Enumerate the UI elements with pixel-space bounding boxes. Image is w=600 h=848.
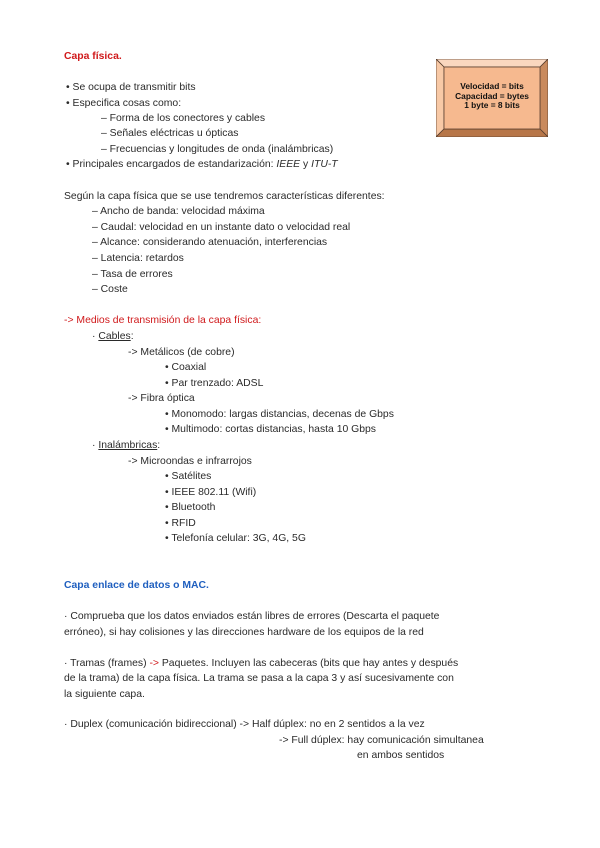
list-item: • Bluetooth xyxy=(165,502,216,513)
sub-item: – Señales eléctricas u ópticas xyxy=(101,128,239,139)
standards-ieee: IEEE xyxy=(276,159,301,170)
bullet-item: • Se ocupa de transmitir bits xyxy=(66,82,196,93)
list-item: • Telefonía celular: 3G, 4G, 5G xyxy=(165,533,306,544)
characteristic-item: – Coste xyxy=(92,284,128,295)
frames-arrow: -> xyxy=(149,658,159,669)
characteristic-item: – Alcance: considerando atenuación, interferencias xyxy=(92,237,328,248)
metal-heading: -> Metálicos (de cobre) xyxy=(128,347,235,358)
characteristic-item: – Ancho de banda: velocidad máxima xyxy=(92,206,265,217)
section-title-capa-fisica: Capa física. xyxy=(64,51,122,62)
units-line-capacity: Capacidad = bytes xyxy=(455,90,529,101)
list-item: • Par trenzado: ADSL xyxy=(165,378,264,389)
paragraph-line: de la trama) de la capa física. La trama se pasa a la capa 3 y así sucesivamente con xyxy=(64,673,454,684)
cables-bullet: · xyxy=(92,331,99,342)
list-item: • Coaxial xyxy=(165,362,207,373)
list-item: • Satélites xyxy=(165,471,212,482)
list-item: • IEEE 802.11 (Wifi) xyxy=(165,487,257,498)
fiber-heading: -> Fibra óptica xyxy=(128,393,195,404)
bullet-item: • Especifica cosas como: xyxy=(66,98,182,109)
list-item: • Multimodo: cortas distancias, hasta 10 Gbps xyxy=(165,424,376,435)
characteristics-intro: Según la capa física que se use tendremos características diferentes: xyxy=(64,191,385,202)
media-heading: -> Medios de transmisión de la capa física: xyxy=(64,315,262,326)
characteristic-item: – Caudal: velocidad en un instante dato o velocidad real xyxy=(92,222,351,233)
duplex-line: en ambos sentidos xyxy=(357,750,445,761)
units-line-byte: 1 byte = 8 bits xyxy=(464,100,520,111)
frames-rest: Paquetes. Incluyen las cabeceras (bits que hay antes y después xyxy=(158,658,459,669)
list-item: • Monomodo: largas distancias, decenas de Gbps xyxy=(165,409,394,420)
sub-item: – Forma de los conectores y cables xyxy=(101,113,266,124)
paragraph-line: erróneo), si hay colisiones y las direcciones hardware de los equipos de la red xyxy=(64,627,424,638)
sub-item: – Frecuencias y longitudes de onda (inalámbricas) xyxy=(101,144,334,155)
cables-label: Cables xyxy=(98,331,131,342)
standards-prefix: • Principales encargados de estandarización: xyxy=(66,159,277,170)
paragraph-line: · Comprueba que los datos enviados están libres de errores (Descarta el paquete xyxy=(64,611,440,622)
cables-colon: : xyxy=(130,331,134,342)
units-note-box xyxy=(436,59,548,137)
section-title-capa-enlace: Capa enlace de datos o MAC. xyxy=(64,580,209,591)
standards-line xyxy=(66,158,338,171)
duplex-line: · Duplex (comunicación bidireccional) -> Half dúplex: no en 2 sentidos a la vez xyxy=(64,719,425,730)
wireless-bullet: · xyxy=(92,440,99,451)
list-item: • RFID xyxy=(165,518,196,529)
duplex-line: -> Full dúplex: hay comunicación simultanea xyxy=(279,735,484,746)
units-note-text xyxy=(436,82,548,111)
wireless-colon: : xyxy=(157,440,161,451)
microwave-heading: -> Microondas e infrarrojos xyxy=(128,456,252,467)
paragraph-line: la siguiente capa. xyxy=(64,689,145,700)
wireless-heading xyxy=(92,439,160,452)
characteristic-item: – Tasa de errores xyxy=(92,269,173,280)
standards-and: y xyxy=(300,159,312,170)
paragraph-line xyxy=(64,657,458,670)
standards-itu: ITU-T xyxy=(311,159,338,170)
frames-prefix: · Tramas (frames) xyxy=(64,658,150,669)
cables-heading xyxy=(92,330,134,343)
units-line-speed: Velocidad = bits xyxy=(460,81,524,91)
characteristic-item: – Latencia: retardos xyxy=(92,253,184,264)
wireless-label: Inalámbricas xyxy=(98,440,158,451)
